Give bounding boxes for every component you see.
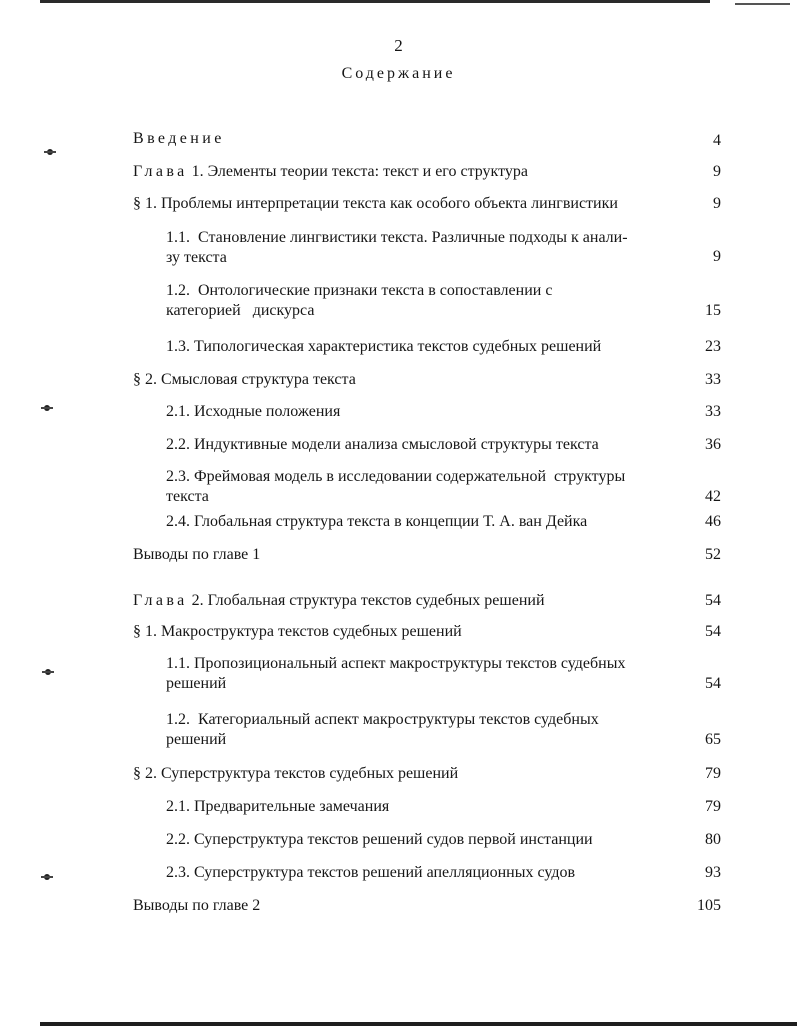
scan-border-top-right: [735, 3, 790, 5]
toc-entry-chapter-2: [133, 591, 721, 613]
toc-entry-section-2-1: [133, 622, 721, 644]
toc-entry-subsection: [166, 467, 721, 509]
toc-entry-label: 2.3. Суперструктура текстов решений апелляционных судов: [166, 864, 576, 881]
toc-entry-page: 9: [713, 248, 721, 265]
toc-entry-page: 105: [697, 897, 721, 914]
toc-entry-page: 79: [705, 765, 721, 782]
toc-entry-label: Глава 2. Глобальная структура текстов судебных решений: [133, 592, 545, 609]
toc-entry-page: 80: [705, 831, 721, 848]
toc-entry-page: 65: [705, 731, 721, 748]
toc-entry-page: 23: [705, 338, 721, 355]
toc-entry-label: § 1. Макроструктура текстов судебных решений: [133, 623, 462, 640]
toc-entry-page: 42: [705, 488, 721, 505]
toc-entry-label: Введение: [133, 130, 225, 147]
toc-entry-label: Глава 1. Элементы теории текста: текст и его структура: [133, 163, 528, 180]
scan-speck: [44, 874, 50, 880]
toc-entry-page: 54: [705, 623, 721, 640]
toc-entry-conclusions-2: [133, 896, 721, 918]
toc-entry-section-1-1: [133, 194, 721, 216]
toc-entry-page: 52: [705, 546, 721, 563]
toc-entry-page: 9: [713, 163, 721, 180]
toc-entry-label: 2.4. Глобальная структура текста в концепции Т. А. ван Дейка: [166, 513, 588, 530]
toc-entry-label: § 2. Смысловая структура текста: [133, 371, 356, 388]
toc-entry-subsection: [166, 710, 721, 752]
toc-entry-subsection: [166, 402, 721, 424]
toc-entry-label: 2.2. Суперструктура текстов решений судов первой инстанции: [166, 831, 593, 848]
toc-entry-subsection: [166, 435, 721, 457]
toc-entry-subsection: [166, 281, 721, 323]
toc-entry-label: Выводы по главе 1: [133, 546, 261, 563]
toc-entry-subsection: [166, 337, 721, 359]
toc-entry-label: 2.3. Фреймовая модель в исследовании содержательной структуры текста: [166, 468, 626, 505]
toc-entry-page: 54: [705, 675, 721, 692]
scan-speck: [47, 149, 53, 155]
toc-entry-introduction: [133, 129, 721, 151]
scan-speck: [45, 669, 51, 675]
toc-entry-page: 9: [713, 195, 721, 212]
toc-entry-page: 15: [705, 302, 721, 319]
toc-entry-subsection: [166, 228, 721, 270]
toc-entry-page: 46: [705, 513, 721, 530]
toc-entry-subsection: [166, 512, 721, 534]
toc-entry-page: 79: [705, 798, 721, 815]
toc-entry-label: 1.1. Пропозициональный аспект макроструктуры текстов судебных решений: [166, 655, 626, 692]
toc-entry-section-1-2: [133, 370, 721, 392]
toc-entry-section-2-2: [133, 764, 721, 786]
toc-entry-page: 93: [705, 864, 721, 881]
toc-entry-subsection: [166, 830, 721, 852]
toc-entry-label: 2.1. Исходные положения: [166, 403, 341, 420]
toc-entry-page: 33: [705, 403, 721, 420]
toc-entry-subsection: [166, 863, 721, 885]
toc-entry-label: § 2. Суперструктура текстов судебных решений: [133, 765, 459, 782]
toc-entry-page: 54: [705, 592, 721, 609]
toc-entry-label: 1.2. Категориальный аспект макроструктуры текстов судебных решений: [166, 711, 599, 748]
toc-title: Содержание: [341, 65, 456, 82]
toc-entry-label: 2.1. Предварительные замечания: [166, 798, 390, 815]
scan-border-top: [40, 0, 710, 3]
scan-speck: [44, 405, 50, 411]
toc-entry-page: 36: [705, 436, 721, 453]
toc-entry-label: 2.2. Индуктивные модели анализа смысловой структуры текста: [166, 436, 599, 453]
scan-border-bottom: [40, 1022, 797, 1026]
toc-entry-label: 1.1. Становление лингвистики текста. Различные подходы к анали- зу текста: [166, 229, 628, 266]
toc-entry-subsection: [166, 654, 721, 696]
toc-entry-chapter-1: [133, 162, 721, 184]
toc-entry-label: 1.3. Типологическая характеристика текстов судебных решений: [166, 338, 602, 355]
toc-entry-page: 4: [713, 132, 721, 149]
toc-entry-label: 1.2. Онтологические признаки текста в сопоставлении с категорией дискурса: [166, 282, 553, 319]
page-number: 2: [394, 36, 403, 55]
toc-entry-label: Выводы по главе 2: [133, 897, 261, 914]
toc-entry-label: § 1. Проблемы интерпретации текста как особого объекта лингвистики: [133, 195, 618, 212]
toc-entry-page: 33: [705, 371, 721, 388]
toc-entry-subsection: [166, 797, 721, 819]
toc-entry-conclusions-1: [133, 545, 721, 567]
